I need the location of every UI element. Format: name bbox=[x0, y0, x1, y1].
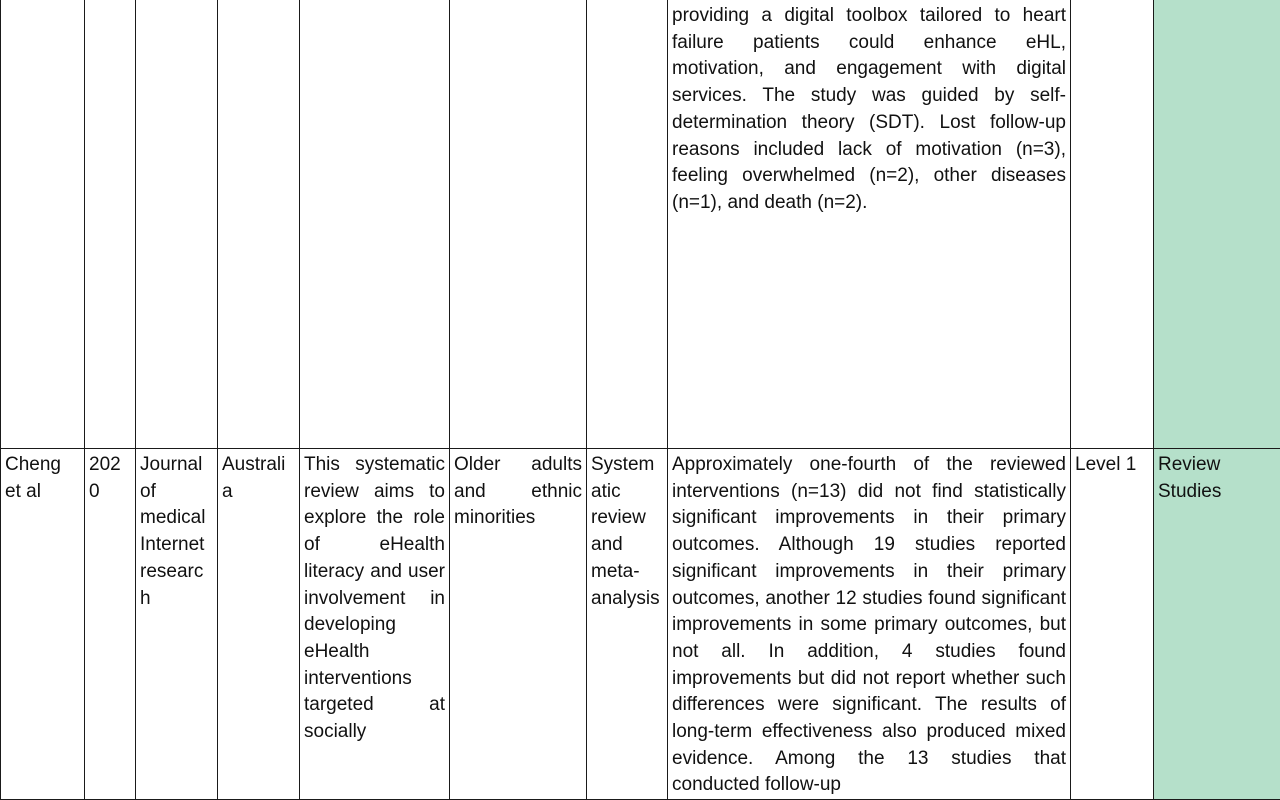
cell-year[interactable]: 2020 bbox=[85, 449, 136, 800]
cell-country[interactable] bbox=[218, 0, 300, 449]
cell-population[interactable] bbox=[450, 0, 587, 449]
cell-aim[interactable] bbox=[300, 0, 450, 449]
cell-design[interactable]: Systematic review and meta-analysis bbox=[587, 449, 668, 800]
cell-author[interactable] bbox=[1, 0, 85, 449]
cell-findings[interactable]: providing a digital toolbox tailored to heart failure patients could enhance eHL, motivation, and engagement with digital services. The study was guided by self-determination theory (SDT). Lost follow-up reasons included lack of motivation (n=3), feeling overwhelmed (n=2), other diseases (n=1), and death (n=2). bbox=[668, 0, 1071, 449]
cell-journal[interactable]: Journal of medical Internet research bbox=[136, 449, 218, 800]
table-row bbox=[1, 449, 1280, 800]
cell-level[interactable]: Level 1 bbox=[1071, 449, 1154, 800]
table-row bbox=[1, 0, 1280, 449]
cell-findings[interactable]: Approximately one-fourth of the reviewed interventions (n=13) did not find statistically significant improvements in their primary outcomes. Although 19 studies reported significant improvements in their primary outcomes, another 12 studies found significant improvements in some primary outcomes, but not all. In addition, 4 studies found improvements but did not report whether such differences were significant. The results of long-term effectiveness also produced mixed evidence. Among the 13 studies that conducted follow-up bbox=[668, 449, 1071, 800]
cell-journal[interactable] bbox=[136, 0, 218, 449]
cell-design[interactable] bbox=[587, 0, 668, 449]
cell-aim[interactable]: This systematic review aims to explore the role of eHealth literacy and user involvement in developing eHealth interventions targeted at socially bbox=[300, 449, 450, 800]
cell-level[interactable] bbox=[1071, 0, 1154, 449]
cell-population[interactable]: Older adults and ethnic minorities bbox=[450, 449, 587, 800]
cell-category[interactable]: Review Studies bbox=[1154, 449, 1280, 800]
cell-country[interactable]: Australia bbox=[218, 449, 300, 800]
cell-category[interactable] bbox=[1154, 0, 1280, 449]
cell-year[interactable] bbox=[85, 0, 136, 449]
cell-author[interactable]: Cheng et al bbox=[1, 449, 85, 800]
